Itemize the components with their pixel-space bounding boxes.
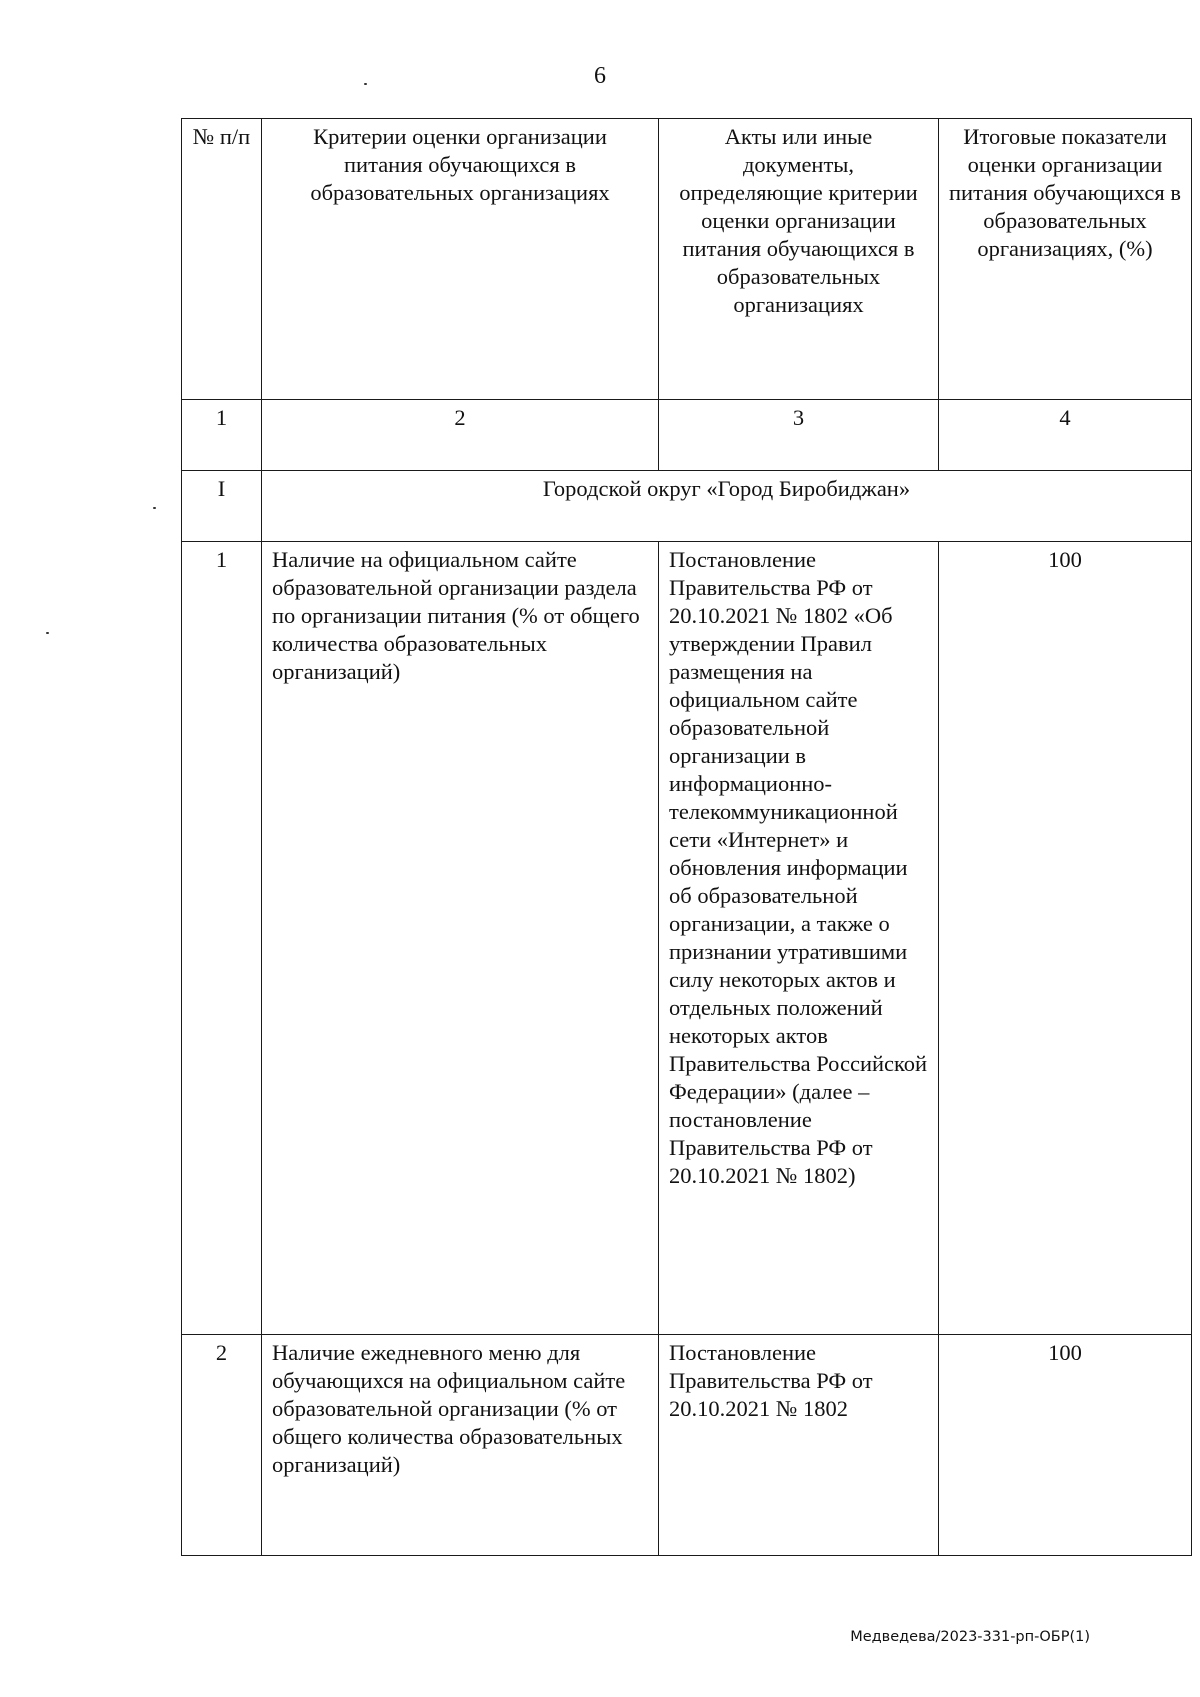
row-document: Постановление Правительства РФ от 20.10.2021 № 1802	[659, 1335, 939, 1556]
column-number-row	[182, 400, 1192, 471]
criteria-table	[181, 118, 1192, 1556]
header-criteria: Критерии оценки организации питания обучающихся в образовательных организациях	[262, 119, 659, 400]
scan-speck	[364, 83, 367, 85]
header-indicators: Итоговые показатели оценки организации питания обучающихся в образовательных организациях, (%)	[939, 119, 1192, 400]
scan-speck	[153, 507, 156, 509]
row-document: Постановление Правительства РФ от 20.10.2021 № 1802 «Об утверждении Правил размещения на официальном сайте образовательной организации в информационно-телекоммуникационной сети «Интернет» и обновления информации об образовательной организации, а также о признании утратившими силу некоторых актов и отдельных положений некоторых актов Правительства Российской Федерации» (далее – постановление Правительства РФ от 20.10.2021 № 1802)	[659, 542, 939, 1335]
document-code: Медведева/2023-331-рп-ОБР(1)	[850, 1629, 1090, 1645]
section-number: I	[182, 471, 262, 542]
page-number: 6	[594, 63, 606, 89]
row-value: 100	[939, 542, 1192, 1335]
section-row	[182, 471, 1192, 542]
column-number-1: 1	[182, 400, 262, 471]
header-documents: Акты или иные документы, определяющие критерии оценки организации питания обучающихся в образовательных организациях	[659, 119, 939, 400]
section-title: Городской округ «Город Биробиджан»	[262, 471, 1192, 542]
row-criterion: Наличие ежедневного меню для обучающихся на официальном сайте образовательной организации (% от общего количества образовательных организаций)	[262, 1335, 659, 1556]
row-number: 2	[182, 1335, 262, 1556]
row-number: 1	[182, 542, 262, 1335]
row-value: 100	[939, 1335, 1192, 1556]
column-number-2: 2	[262, 400, 659, 471]
scan-speck	[46, 632, 49, 634]
column-number-4: 4	[939, 400, 1192, 471]
header-number: № п/п	[182, 119, 262, 400]
table-header-row	[182, 119, 1192, 400]
column-number-3: 3	[659, 400, 939, 471]
table-row	[182, 542, 1192, 1335]
row-criterion: Наличие на официальном сайте образовательной организации раздела по организации питания (% от общего количества образовательных организаций)	[262, 542, 659, 1335]
table-row	[182, 1335, 1192, 1556]
